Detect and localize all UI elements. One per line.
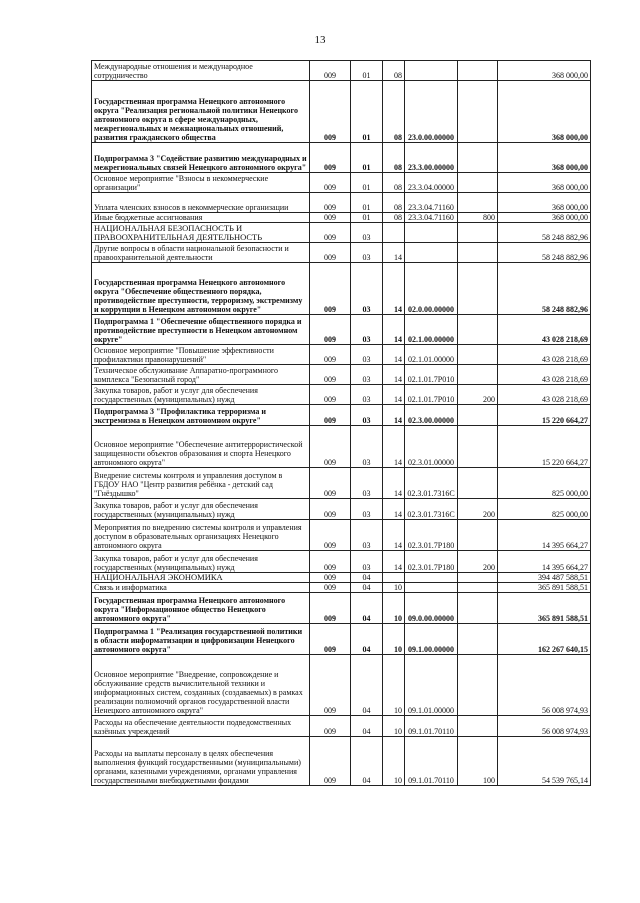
row-section-code: 03 xyxy=(351,223,383,243)
row-section-code: 01 xyxy=(351,193,383,213)
row-expense-type xyxy=(458,405,498,426)
row-section-code: 01 xyxy=(351,61,383,81)
row-subsection-code: 08 xyxy=(383,193,405,213)
row-section-code: 04 xyxy=(351,716,383,737)
row-name: Уплата членских взносов в некоммерческие организации xyxy=(92,193,310,213)
row-ministry-code: 009 xyxy=(310,426,351,468)
row-target-code: 09.1.01.70110 xyxy=(405,737,458,786)
table-row xyxy=(92,520,591,551)
row-amount: 43 028 218,69 xyxy=(498,315,591,345)
row-section-code: 03 xyxy=(351,345,383,365)
table-row xyxy=(92,365,591,385)
budget-table xyxy=(91,60,591,786)
table-row xyxy=(92,173,591,193)
row-amount: 15 220 664,27 xyxy=(498,426,591,468)
row-subsection-code: 14 xyxy=(383,499,405,520)
row-name: Мероприятия по внедрению системы контроля и управления доступом в образовательных организациях Ненецкого автономного округа xyxy=(92,520,310,551)
row-expense-type xyxy=(458,716,498,737)
row-name: Закупка товаров, работ и услуг для обеспечения государственных (муниципальных) нужд xyxy=(92,385,310,405)
table-row xyxy=(92,315,591,345)
row-target-code: 02.3.01.7316С xyxy=(405,468,458,499)
row-subsection-code xyxy=(383,223,405,243)
row-target-code: 23.3.04.00000 xyxy=(405,173,458,193)
row-expense-type xyxy=(458,223,498,243)
row-section-code: 01 xyxy=(351,173,383,193)
row-subsection-code: 14 xyxy=(383,551,405,573)
row-section-code: 04 xyxy=(351,624,383,655)
row-amount: 43 028 218,69 xyxy=(498,345,591,365)
row-subsection-code: 14 xyxy=(383,405,405,426)
row-name: Иные бюджетные ассигнования xyxy=(92,213,310,223)
row-section-code: 03 xyxy=(351,263,383,315)
row-amount: 825 000,00 xyxy=(498,499,591,520)
row-expense-type xyxy=(458,573,498,583)
row-target-code: 02.3.01.7316С xyxy=(405,499,458,520)
row-subsection-code: 14 xyxy=(383,385,405,405)
row-expense-type xyxy=(458,583,498,593)
table-row xyxy=(92,213,591,223)
table-row xyxy=(92,624,591,655)
page-number: 13 xyxy=(314,34,326,46)
row-amount: 14 395 664,27 xyxy=(498,551,591,573)
row-name: Закупка товаров, работ и услуг для обеспечения государственных (муниципальных) нужд xyxy=(92,499,310,520)
row-amount: 58 248 882,96 xyxy=(498,263,591,315)
row-expense-type xyxy=(458,655,498,716)
row-ministry-code: 009 xyxy=(310,365,351,385)
row-name: Подпрограмма 1 "Обеспечение общественного порядка и противодействие преступности в Ненецком автономном округе" xyxy=(92,315,310,345)
row-section-code: 03 xyxy=(351,385,383,405)
row-expense-type: 200 xyxy=(458,499,498,520)
row-ministry-code: 009 xyxy=(310,737,351,786)
row-target-code: 09.1.01.70110 xyxy=(405,716,458,737)
row-expense-type: 800 xyxy=(458,213,498,223)
row-expense-type xyxy=(458,263,498,315)
row-ministry-code: 009 xyxy=(310,61,351,81)
row-amount: 43 028 218,69 xyxy=(498,365,591,385)
row-target-code xyxy=(405,243,458,263)
row-amount: 15 220 664,27 xyxy=(498,405,591,426)
row-expense-type xyxy=(458,345,498,365)
row-section-code: 04 xyxy=(351,655,383,716)
row-amount: 365 891 588,51 xyxy=(498,593,591,624)
row-subsection-code: 14 xyxy=(383,243,405,263)
row-ministry-code: 009 xyxy=(310,405,351,426)
row-section-code: 03 xyxy=(351,468,383,499)
row-subsection-code: 08 xyxy=(383,143,405,173)
row-expense-type xyxy=(458,520,498,551)
row-name: Государственная программа Ненецкого автономного округа "Информационное общество Ненецкого автономного округа" xyxy=(92,593,310,624)
row-subsection-code: 14 xyxy=(383,520,405,551)
row-amount: 368 000,00 xyxy=(498,143,591,173)
row-section-code: 04 xyxy=(351,593,383,624)
table-row xyxy=(92,243,591,263)
row-amount: 368 000,00 xyxy=(498,81,591,143)
row-ministry-code: 009 xyxy=(310,716,351,737)
row-ministry-code: 009 xyxy=(310,263,351,315)
row-expense-type xyxy=(458,593,498,624)
table-row xyxy=(92,263,591,315)
table-row xyxy=(92,468,591,499)
row-name: Связь и информатика xyxy=(92,583,310,593)
row-target-code: 02.1.01.7Р010 xyxy=(405,365,458,385)
row-target-code: 02.3.01.7Р180 xyxy=(405,520,458,551)
row-ministry-code: 009 xyxy=(310,624,351,655)
row-target-code: 02.1.01.00000 xyxy=(405,345,458,365)
table-row xyxy=(92,405,591,426)
row-name: Подпрограмма 1 "Реализация государственной политики в области информатизации и цифровизации Ненецкого автономного округа" xyxy=(92,624,310,655)
row-target-code: 09.1.01.00000 xyxy=(405,655,458,716)
row-name: Расходы на выплаты персоналу в целях обеспечения выполнения функций государственными (муниципальными) органами, казенными учреждениями, органами управления государственными внебюджетными фондами xyxy=(92,737,310,786)
row-section-code: 03 xyxy=(351,405,383,426)
row-ministry-code: 009 xyxy=(310,468,351,499)
table-row xyxy=(92,573,591,583)
row-ministry-code: 009 xyxy=(310,573,351,583)
row-target-code: 23.3.04.71160 xyxy=(405,213,458,223)
row-amount: 56 008 974,93 xyxy=(498,655,591,716)
row-expense-type xyxy=(458,61,498,81)
row-expense-type: 100 xyxy=(458,737,498,786)
row-target-code: 23.3.04.71160 xyxy=(405,193,458,213)
row-ministry-code: 009 xyxy=(310,345,351,365)
table-row xyxy=(92,61,591,81)
row-ministry-code: 009 xyxy=(310,593,351,624)
row-amount: 58 248 882,96 xyxy=(498,243,591,263)
row-subsection-code: 08 xyxy=(383,81,405,143)
row-ministry-code: 009 xyxy=(310,213,351,223)
row-target-code: 02.3.01.7Р180 xyxy=(405,551,458,573)
row-subsection-code: 14 xyxy=(383,365,405,385)
row-section-code: 01 xyxy=(351,143,383,173)
table-row xyxy=(92,385,591,405)
row-expense-type xyxy=(458,365,498,385)
row-subsection-code: 08 xyxy=(383,61,405,81)
row-expense-type: 200 xyxy=(458,385,498,405)
row-expense-type xyxy=(458,193,498,213)
row-target-code: 02.1.00.00000 xyxy=(405,315,458,345)
row-name: Основное мероприятие "Обеспечение антитеррористической защищенности объектов образования и спорта Ненецкого автономного округа" xyxy=(92,426,310,468)
row-ministry-code: 009 xyxy=(310,143,351,173)
row-subsection-code: 10 xyxy=(383,624,405,655)
row-ministry-code: 009 xyxy=(310,520,351,551)
table-row xyxy=(92,345,591,365)
row-name: НАЦИОНАЛЬНАЯ ЭКОНОМИКА xyxy=(92,573,310,583)
row-section-code: 03 xyxy=(351,551,383,573)
row-amount: 394 487 588,51 xyxy=(498,573,591,583)
row-subsection-code: 14 xyxy=(383,345,405,365)
row-name: Государственная программа Ненецкого автономного округа "Реализация региональной политики Ненецкого автономного округа в сфере международных, межрегиональных и межнациональных отношений, развития гражданского общества xyxy=(92,81,310,143)
row-subsection-code: 10 xyxy=(383,716,405,737)
table-row xyxy=(92,551,591,573)
row-expense-type xyxy=(458,143,498,173)
row-name: Основное мероприятие "Повышение эффективности профилактики правонарушений" xyxy=(92,345,310,365)
row-section-code: 01 xyxy=(351,81,383,143)
table-row xyxy=(92,223,591,243)
row-expense-type: 200 xyxy=(458,551,498,573)
row-section-code: 04 xyxy=(351,737,383,786)
row-subsection-code: 10 xyxy=(383,583,405,593)
table-row xyxy=(92,143,591,173)
row-expense-type xyxy=(458,315,498,345)
row-amount: 368 000,00 xyxy=(498,61,591,81)
table-row xyxy=(92,655,591,716)
row-ministry-code: 009 xyxy=(310,243,351,263)
row-target-code: 02.3.01.00000 xyxy=(405,426,458,468)
row-section-code: 03 xyxy=(351,315,383,345)
row-expense-type xyxy=(458,81,498,143)
row-name: Основное мероприятие "Взносы в некоммерческие организации" xyxy=(92,173,310,193)
row-subsection-code: 14 xyxy=(383,468,405,499)
row-expense-type xyxy=(458,243,498,263)
row-ministry-code: 009 xyxy=(310,173,351,193)
row-name: Другие вопросы в области национальной безопасности и правоохранительной деятельности xyxy=(92,243,310,263)
row-amount: 825 000,00 xyxy=(498,468,591,499)
row-section-code: 03 xyxy=(351,426,383,468)
row-amount: 368 000,00 xyxy=(498,193,591,213)
row-ministry-code: 009 xyxy=(310,81,351,143)
row-section-code: 03 xyxy=(351,365,383,385)
row-target-code: 02.1.01.7Р010 xyxy=(405,385,458,405)
row-section-code: 03 xyxy=(351,243,383,263)
row-subsection-code: 10 xyxy=(383,593,405,624)
row-expense-type xyxy=(458,426,498,468)
row-section-code: 03 xyxy=(351,520,383,551)
row-ministry-code: 009 xyxy=(310,385,351,405)
row-amount: 58 248 882,96 xyxy=(498,223,591,243)
row-target-code: 23.3.00.00000 xyxy=(405,143,458,173)
table-row xyxy=(92,737,591,786)
row-target-code: 02.3.00.00000 xyxy=(405,405,458,426)
row-name: Основное мероприятие "Внедрение, сопровождение и обслуживание средств вычислительной техники и информационных систем, созданных (создаваемых) в рамках реализации полномочий органов государственной власти Ненецкого автономного округа" xyxy=(92,655,310,716)
row-target-code xyxy=(405,223,458,243)
row-name: Подпрограмма 3 "Содействие развитию международных и межрегиональных связей Ненецкого автономного округа" xyxy=(92,143,310,173)
row-subsection-code: 08 xyxy=(383,213,405,223)
row-amount: 162 267 640,15 xyxy=(498,624,591,655)
row-ministry-code: 009 xyxy=(310,583,351,593)
row-section-code: 03 xyxy=(351,499,383,520)
row-target-code xyxy=(405,61,458,81)
row-section-code: 04 xyxy=(351,573,383,583)
row-name: Расходы на обеспечение деятельности подведомственных казённых учреждений xyxy=(92,716,310,737)
row-amount: 365 891 588,51 xyxy=(498,583,591,593)
table-row xyxy=(92,426,591,468)
row-expense-type xyxy=(458,468,498,499)
row-subsection-code xyxy=(383,573,405,583)
row-subsection-code: 10 xyxy=(383,655,405,716)
row-target-code: 09.0.00.00000 xyxy=(405,593,458,624)
row-expense-type xyxy=(458,624,498,655)
row-name: НАЦИОНАЛЬНАЯ БЕЗОПАСНОСТЬ И ПРАВООХРАНИТЕЛЬНАЯ ДЕЯТЕЛЬНОСТЬ xyxy=(92,223,310,243)
row-target-code xyxy=(405,573,458,583)
table-row xyxy=(92,593,591,624)
table-row xyxy=(92,499,591,520)
row-ministry-code: 009 xyxy=(310,551,351,573)
row-ministry-code: 009 xyxy=(310,193,351,213)
row-section-code: 01 xyxy=(351,213,383,223)
row-ministry-code: 009 xyxy=(310,315,351,345)
row-amount: 368 000,00 xyxy=(498,173,591,193)
row-expense-type xyxy=(458,173,498,193)
table-row xyxy=(92,193,591,213)
row-target-code xyxy=(405,583,458,593)
row-amount: 43 028 218,69 xyxy=(498,385,591,405)
row-amount: 368 000,00 xyxy=(498,213,591,223)
row-subsection-code: 10 xyxy=(383,737,405,786)
row-ministry-code: 009 xyxy=(310,499,351,520)
table-row xyxy=(92,716,591,737)
row-name: Подпрограмма 3 "Профилактика терроризма и экстремизма в Ненецком автономном округе" xyxy=(92,405,310,426)
row-subsection-code: 14 xyxy=(383,426,405,468)
row-amount: 54 539 765,14 xyxy=(498,737,591,786)
row-ministry-code: 009 xyxy=(310,223,351,243)
row-name: Закупка товаров, работ и услуг для обеспечения государственных (муниципальных) нужд xyxy=(92,551,310,573)
row-name: Внедрение системы контроля и управления доступом в ГБДОУ НАО "Центр развития ребёнка - детский сад "Гнёздышко" xyxy=(92,468,310,499)
row-subsection-code: 14 xyxy=(383,263,405,315)
row-amount: 14 395 664,27 xyxy=(498,520,591,551)
table-row xyxy=(92,583,591,593)
row-amount: 56 008 974,93 xyxy=(498,716,591,737)
row-target-code: 23.0.00.00000 xyxy=(405,81,458,143)
row-subsection-code: 08 xyxy=(383,173,405,193)
row-name: Техническое обслуживание Аппаратно-программного комплекса "Безопасный город" xyxy=(92,365,310,385)
row-target-code: 09.1.00.00000 xyxy=(405,624,458,655)
row-ministry-code: 009 xyxy=(310,655,351,716)
row-name: Международные отношения и международное сотрудничество xyxy=(92,61,310,81)
table-row xyxy=(92,81,591,143)
row-section-code: 04 xyxy=(351,583,383,593)
row-name: Государственная программа Ненецкого автономного округа "Обеспечение общественного порядка, противодействие преступности, терроризму, экстремизму и коррупции в Ненецком автономном округе" xyxy=(92,263,310,315)
row-target-code: 02.0.00.00000 xyxy=(405,263,458,315)
row-subsection-code: 14 xyxy=(383,315,405,345)
